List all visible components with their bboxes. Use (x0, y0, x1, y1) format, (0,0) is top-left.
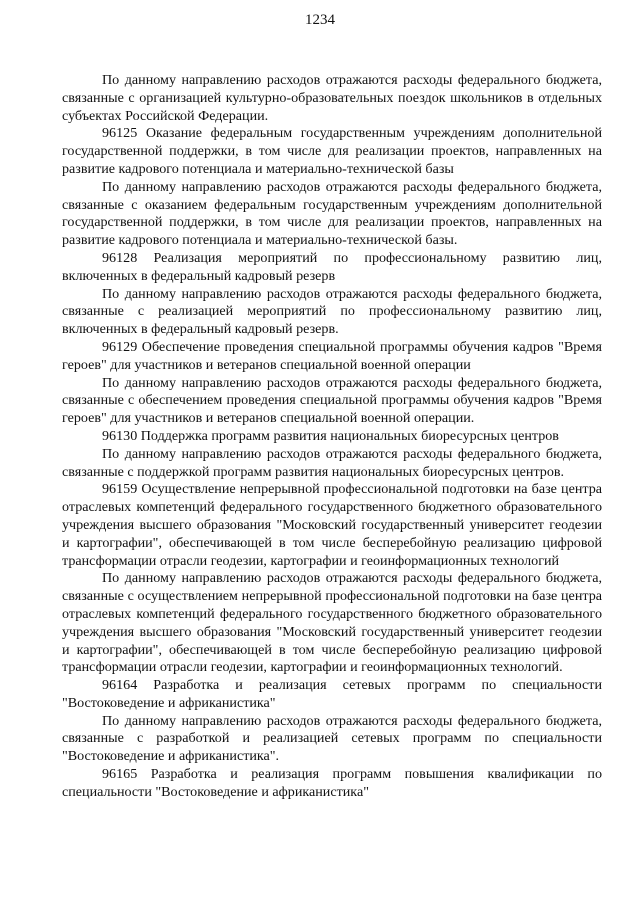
paragraph-96128-description: По данному направлению расходов отражаются расходы федерального бюджета, связанные с реализацией мероприятий по профессиональному развитию лиц, включенных в федеральный кадровый резерв. (62, 285, 602, 338)
paragraph-96129-heading: 96129 Обеспечение проведения специальной программы обучения кадров "Время героев" для участников и ветеранов специальной военной операции (62, 338, 602, 373)
paragraph-96129-description: По данному направлению расходов отражаются расходы федерального бюджета, связанные с обеспечением проведения специальной программы обучения кадров "Время героев" для участников и ветеранов специальной военной операции. (62, 374, 602, 427)
page-number: 1234 (305, 12, 335, 28)
paragraph-96164-heading: 96164 Разработка и реализация сетевых программ по специальности "Востоковедение и африканистика" (62, 677, 602, 711)
document-body (62, 72, 602, 802)
paragraph-96165-heading: 96165 Разработка и реализация программ повышения квалификации по специальности "Востоковедение и африканистика" (62, 766, 602, 800)
paragraph-96159-heading: 96159 Осуществление непрерывной профессиональной подготовки на базе центра отраслевых компетенций федерального государственного бюджетного образовательного учреждения высшего образования "Московский государственный университет геодезии и картографии", обеспечивающей в том числе бесперебойную реализацию цифровой трансформации отрасли геодезии, картографии и геоинформационных технологий (62, 481, 602, 569)
paragraph-96130-heading: 96130 Поддержка программ развития национальных биоресурсных центров (102, 427, 559, 444)
paragraph-96125-description: По данному направлению расходов отражаются расходы федерального бюджета, связанные с оказанием федеральным государственным учреждениям дополнительной государственной поддержки, в том числе для реализации проектов, направленных на развитие кадрового потенциала и материально-технической базы. (62, 178, 602, 249)
paragraph-96128-heading: 96128 Реализация мероприятий по профессиональному развитию лиц, включенных в федеральный кадровый резерв (62, 249, 602, 284)
paragraph-96159-description: По данному направлению расходов отражаются расходы федерального бюджета, связанные с осуществлением непрерывной профессиональной подготовки на базе центра отраслевых компетенций федерального государственного бюджетного образовательного учреждения высшего образования "Московский государственный университет геодезии и картографии", обеспечивающей в том числе бесперебойную реализацию цифровой трансформации отрасли геодезии, картографии и геоинформационных технологий. (62, 570, 602, 676)
paragraph-96125-heading: 96125 Оказание федеральным государственным учреждениям дополнительной государственной поддержки, в том числе для реализации проектов, направленных на развитие кадрового потенциала и материально-технической базы (62, 125, 602, 177)
paragraph-96130-description: По данному направлению расходов отражаются расходы федерального бюджета, связанные с поддержкой программ развития национальных биоресурсных центров. (62, 445, 602, 480)
paragraph-96164-description: По данному направлению расходов отражаются расходы федерального бюджета, связанные с разработкой и реализацией сетевых программ по специальности "Востоковедение и африканистика". (62, 712, 602, 765)
paragraph-intro: По данному направлению расходов отражаются расходы федерального бюджета, связанные с организацией культурно-образовательных поездок школьников в отдельных субъектах Российской Федерации. (62, 72, 602, 124)
